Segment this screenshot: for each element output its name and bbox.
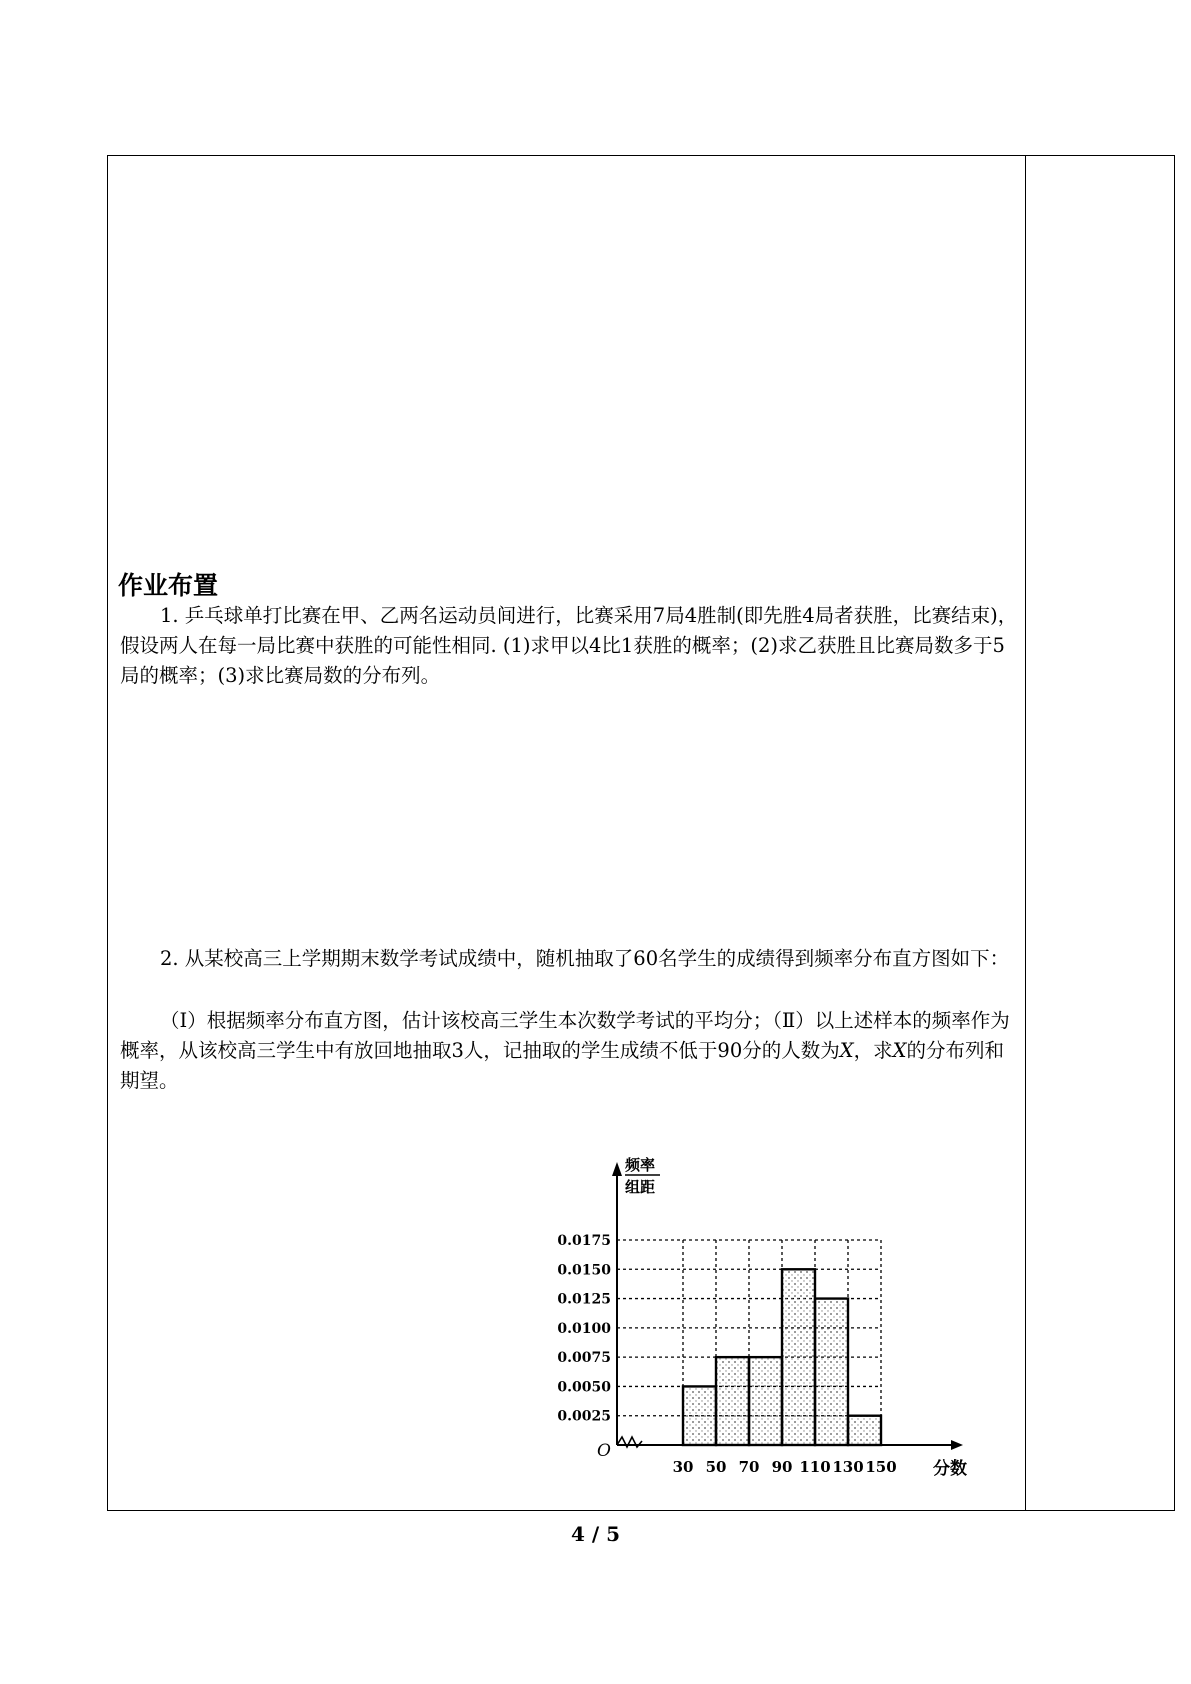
histogram-bar — [716, 1357, 749, 1445]
page-number: 4 / 5 — [570, 1522, 621, 1546]
y-tick-label: 0.0025 — [557, 1408, 611, 1425]
y-tick-label: 0.0050 — [557, 1379, 611, 1396]
y-tick-label: 0.0150 — [557, 1262, 611, 1279]
x-tick-label: 70 — [738, 1458, 760, 1476]
random-variable-x: X — [839, 1039, 854, 1062]
histogram-bar — [782, 1269, 815, 1445]
problem-2-task-c: 的分布列和期望。 — [120, 1039, 1005, 1092]
histogram-bar — [683, 1386, 716, 1445]
x-tick-label: 30 — [672, 1458, 694, 1476]
histogram-bar — [749, 1357, 782, 1445]
x-tick-label: 150 — [865, 1458, 897, 1476]
y-axis-title-numerator: 频率 — [625, 1156, 656, 1174]
problem-1-body: 1. 乒乓球单打比赛在甲、乙两名运动员间进行，比赛采用7局4胜制(即先胜4局者获胜，比赛结束)，假设两人在每一局比赛中获胜的可能性相同. (1)求甲以4比1获胜的概率；(2)求乙获胜且比赛局数多于5局的概率；(3)求比赛局数的分布列。 — [120, 604, 1018, 687]
y-tick-label: 0.0100 — [557, 1320, 611, 1337]
problem-1-text — [120, 601, 1020, 691]
x-tick-label: 50 — [705, 1458, 727, 1476]
random-variable-x-2: X — [892, 1039, 907, 1062]
problem-2-task — [120, 1006, 1020, 1096]
section-heading: 作业布置 — [118, 571, 219, 600]
table-column-divider — [1025, 155, 1026, 1511]
frequency-histogram — [535, 1150, 975, 1480]
histogram-bar — [848, 1416, 881, 1445]
origin-label: O — [597, 1441, 611, 1461]
histogram-bar — [815, 1299, 848, 1445]
x-tick-label: 130 — [832, 1458, 864, 1476]
problem-2-task-b: ，求 — [853, 1039, 893, 1062]
y-axis-arrow — [612, 1162, 622, 1176]
x-tick-label: 90 — [771, 1458, 793, 1476]
x-tick-label: 110 — [799, 1458, 831, 1476]
problem-2-intro-text: 2. 从某校高三上学期期末数学考试成绩中，随机抽取了60名学生的成绩得到频率分布直方图如下： — [160, 947, 1010, 970]
y-tick-label: 0.0175 — [557, 1233, 611, 1249]
x-axis-title: 分数 — [933, 1459, 967, 1479]
problem-2-intro — [120, 944, 1020, 974]
y-tick-label: 0.0075 — [557, 1350, 611, 1367]
x-axis-arrow — [951, 1440, 963, 1450]
y-axis-title-denominator: 组距 — [625, 1178, 656, 1196]
y-tick-label: 0.0125 — [557, 1291, 611, 1308]
problem-2-task-a: （Ⅰ）根据频率分布直方图，估计该校高三学生本次数学考试的平均分；（Ⅱ）以上述样本的频率作为概率，从该校高三学生中有放回地抽取3人，记抽取的学生成绩不低于90分的人数为 — [120, 1009, 1010, 1062]
